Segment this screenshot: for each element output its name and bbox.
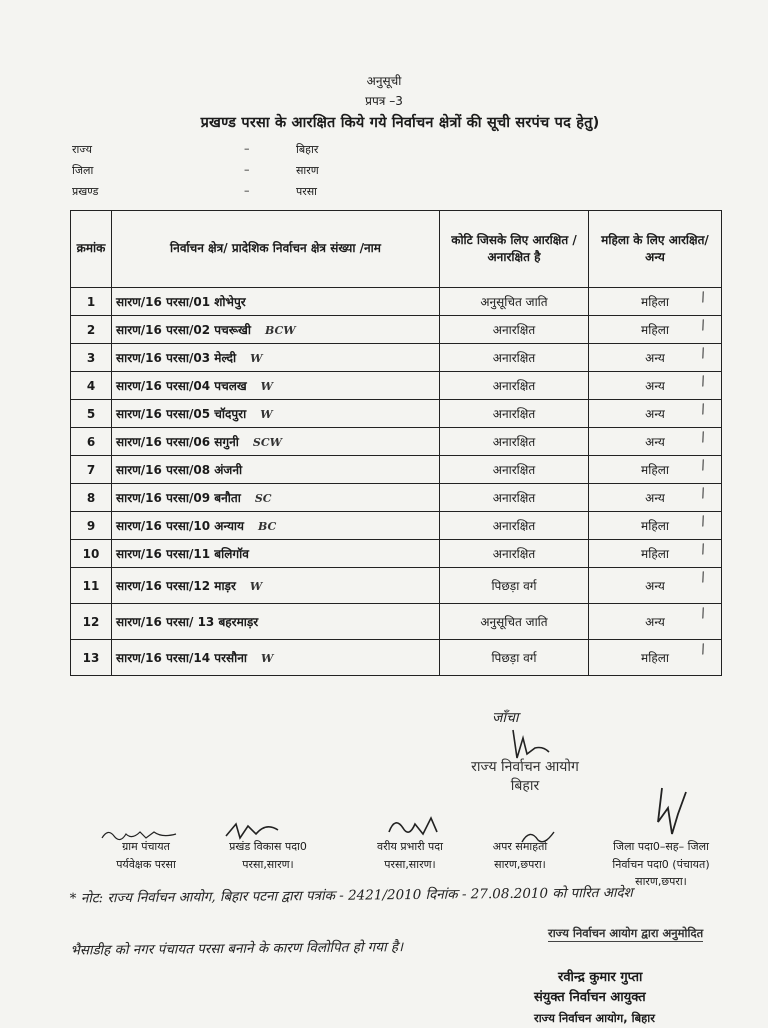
commission-line-2: बिहार bbox=[510, 777, 540, 794]
women-value: अन्य bbox=[645, 579, 665, 593]
handwritten-annotation: SC bbox=[254, 492, 272, 505]
signatory-line: पर्यवेक्षक परसा bbox=[116, 857, 176, 871]
cell-serial: 13 bbox=[71, 640, 112, 676]
women-value: महिला bbox=[641, 295, 669, 309]
cell-area bbox=[112, 400, 440, 428]
meta-dash: – bbox=[244, 142, 250, 155]
cell-women bbox=[589, 604, 722, 640]
cell-area bbox=[112, 372, 440, 400]
signature-block bbox=[534, 968, 754, 1028]
approval-stamp: राज्य निर्वाचन आयोग द्वारा अनुमोदित bbox=[548, 926, 704, 940]
check-mark-icon: ∕ bbox=[698, 317, 707, 334]
signatory-line: ग्राम पंचायत bbox=[122, 840, 170, 853]
meta-label: राज्य bbox=[72, 143, 93, 156]
area-name: सारण/16 परसा/04 पचलख bbox=[116, 379, 247, 393]
area-name: सारण/16 परसा/12 माड़र bbox=[116, 579, 236, 593]
signatory-line: सारण,छपरा। bbox=[494, 857, 546, 871]
check-mark-icon: ∕ bbox=[698, 641, 707, 658]
signature-dm bbox=[646, 784, 690, 840]
check-mark-icon: ∕ bbox=[698, 457, 707, 474]
table-row bbox=[71, 428, 722, 456]
cell-women bbox=[589, 428, 722, 456]
cell-women bbox=[589, 288, 722, 316]
signer-designation: संयुक्त निर्वाचन आयुक्त bbox=[534, 990, 646, 1005]
cell-women bbox=[589, 316, 722, 344]
cell-women bbox=[589, 400, 722, 428]
cell-serial: 5 bbox=[71, 400, 112, 428]
cell-category: अनारक्षित bbox=[440, 428, 589, 456]
women-value: अन्य bbox=[645, 435, 665, 449]
area-name: सारण/16 परसा/08 अंजनी bbox=[116, 463, 243, 477]
handwritten-annotation: W bbox=[250, 352, 263, 365]
signatory-panchayat bbox=[86, 838, 206, 873]
table-row bbox=[71, 604, 722, 640]
table-body bbox=[71, 288, 722, 676]
cell-women bbox=[589, 456, 722, 484]
signatory-line: वरीय प्रभारी पदा bbox=[377, 840, 443, 853]
cell-serial: 8 bbox=[71, 484, 112, 512]
cell-women bbox=[589, 512, 722, 540]
area-name: सारण/16 परसा/11 बलिगॉव bbox=[116, 547, 249, 561]
cell-women bbox=[589, 568, 722, 604]
cell-category: अनुसूचित जाति bbox=[440, 604, 589, 640]
check-mark-icon: ∕ bbox=[698, 373, 707, 390]
signatory-bdo bbox=[208, 838, 328, 873]
meta-row-state bbox=[72, 142, 372, 163]
women-value: महिला bbox=[641, 463, 669, 477]
cell-area bbox=[112, 540, 440, 568]
area-name: सारण/16 परसा/02 पचरूखी bbox=[116, 323, 251, 337]
signatory-line: प्रखंड विकास पदा0 bbox=[229, 840, 307, 853]
signatory-line: परसा,सारण। bbox=[242, 857, 294, 871]
handwritten-annotation: W bbox=[260, 408, 273, 421]
women-value: अन्य bbox=[645, 615, 665, 629]
cell-category: अनारक्षित bbox=[440, 372, 589, 400]
signatory-adm bbox=[470, 838, 570, 873]
area-name: सारण/16 परसा/ 13 बहरमाड़र bbox=[116, 615, 259, 629]
header-category: कोटि जिसके लिए आरक्षित /अनारक्षित है bbox=[440, 211, 589, 288]
cell-serial: 1 bbox=[71, 288, 112, 316]
women-value: अन्य bbox=[645, 491, 665, 505]
cell-area bbox=[112, 640, 440, 676]
cell-serial: 3 bbox=[71, 344, 112, 372]
meta-label: प्रखण्ड bbox=[72, 185, 99, 198]
meta-dash: – bbox=[244, 184, 250, 197]
check-mark-icon: ∕ bbox=[698, 401, 707, 418]
meta-value: परसा bbox=[296, 185, 318, 198]
cell-category: पिछड़ा वर्ग bbox=[440, 568, 589, 604]
cell-serial: 4 bbox=[71, 372, 112, 400]
cell-women bbox=[589, 344, 722, 372]
check-mark-icon: ∕ bbox=[698, 605, 707, 622]
check-mark-icon: ∕ bbox=[698, 345, 707, 362]
commission-line-1: राज्य निर्वाचन आयोग bbox=[471, 759, 579, 775]
handwritten-annotation: BC bbox=[258, 520, 277, 533]
cell-area bbox=[112, 428, 440, 456]
cell-category: अनारक्षित bbox=[440, 316, 589, 344]
check-mark-icon: ∕ bbox=[698, 485, 707, 502]
cell-area bbox=[112, 512, 440, 540]
meta-dash: – bbox=[244, 163, 250, 176]
area-name: सारण/16 परसा/05 चॉदपुरा bbox=[116, 407, 247, 421]
cell-serial: 11 bbox=[71, 568, 112, 604]
schedule-label: अनुसूची bbox=[366, 74, 402, 88]
area-name: सारण/16 परसा/06 सगुनी bbox=[116, 435, 239, 449]
cell-serial: 12 bbox=[71, 604, 112, 640]
signatory-line: अपर समाहर्ता bbox=[492, 840, 548, 853]
table-row bbox=[71, 288, 722, 316]
meta-row-district bbox=[72, 163, 372, 184]
women-value: महिला bbox=[641, 547, 669, 561]
table-row bbox=[71, 568, 722, 604]
table-header-row bbox=[71, 211, 722, 288]
cell-women bbox=[589, 540, 722, 568]
cell-women bbox=[589, 640, 722, 676]
cell-area bbox=[112, 568, 440, 604]
table-row bbox=[71, 484, 722, 512]
cell-category: अनारक्षित bbox=[440, 484, 589, 512]
signatory-line: निर्वाचन पदा0 (पंचायत) bbox=[612, 857, 710, 871]
signer-name: रवीन्द्र कुमार गुप्ता bbox=[558, 970, 643, 985]
cell-serial: 9 bbox=[71, 512, 112, 540]
women-value: अन्य bbox=[645, 351, 665, 365]
handwritten-annotation: W bbox=[260, 652, 274, 665]
handwritten-note bbox=[70, 878, 761, 963]
cell-area bbox=[112, 288, 440, 316]
signatory-line: परसा,सारण। bbox=[384, 857, 436, 871]
area-name: सारण/16 परसा/09 बनौता bbox=[116, 491, 241, 505]
meta-value: सारण bbox=[296, 164, 319, 177]
cell-category: अनारक्षित bbox=[440, 540, 589, 568]
signatory-line: जिला पदा0–सह– जिला bbox=[613, 840, 709, 853]
meta-label: जिला bbox=[72, 164, 94, 177]
women-value: अन्य bbox=[645, 407, 665, 421]
signer-office: राज्य निर्वाचन आयोग, बिहार bbox=[534, 1011, 655, 1025]
handwritten-annotation: W bbox=[249, 580, 263, 593]
header-serial: क्रमांक bbox=[71, 211, 112, 288]
reservation-table bbox=[70, 210, 722, 676]
checked-annotation: जॉंचा bbox=[492, 710, 519, 726]
meta-row-block bbox=[72, 184, 372, 205]
cell-serial: 2 bbox=[71, 316, 112, 344]
cell-area bbox=[112, 604, 440, 640]
header-area: निर्वाचन क्षेत्र/ प्रादेशिक निर्वाचन क्षेत्र संख्या /नाम bbox=[112, 211, 440, 288]
handwritten-annotation: BCW bbox=[264, 324, 296, 337]
meta-block bbox=[72, 142, 372, 205]
area-name: सारण/16 परसा/10 अन्याय bbox=[116, 519, 245, 533]
cell-category: अनुसूचित जाति bbox=[440, 288, 589, 316]
table-row bbox=[71, 400, 722, 428]
table-row bbox=[71, 640, 722, 676]
check-mark-icon: ∕ bbox=[698, 513, 707, 530]
signatory-senior-officer bbox=[350, 838, 470, 873]
cell-area bbox=[112, 344, 440, 372]
cell-category: अनारक्षित bbox=[440, 400, 589, 428]
table-row bbox=[71, 372, 722, 400]
cell-category: पिछड़ा वर्ग bbox=[440, 640, 589, 676]
note-line-2: भैसाडीह को नगर पंचायत परसा बनाने के कारण विलोपित हो गया है। bbox=[70, 939, 404, 959]
area-name: सारण/16 परसा/14 परसौना bbox=[116, 651, 247, 665]
table-row bbox=[71, 316, 722, 344]
cell-category: अनारक्षित bbox=[440, 512, 589, 540]
table-row bbox=[71, 456, 722, 484]
cell-serial: 7 bbox=[71, 456, 112, 484]
meta-value: बिहार bbox=[296, 143, 319, 156]
check-mark-icon: ∕ bbox=[698, 541, 707, 558]
table-row bbox=[71, 512, 722, 540]
women-value: अन्य bbox=[645, 379, 665, 393]
table-row bbox=[71, 344, 722, 372]
document-title: प्रखण्ड परसा के आरक्षित किये गये निर्वाचन क्षेत्रों की सूची सरपंच पद हेतु) bbox=[200, 115, 600, 131]
check-mark-icon: ∕ bbox=[698, 289, 707, 306]
cell-serial: 10 bbox=[71, 540, 112, 568]
women-value: महिला bbox=[641, 323, 669, 337]
handwritten-annotation: SCW bbox=[252, 436, 282, 449]
check-mark-icon: ∕ bbox=[698, 429, 707, 446]
area-name: सारण/16 परसा/03 मेल्दी bbox=[116, 351, 237, 365]
cell-category: अनारक्षित bbox=[440, 344, 589, 372]
note-line-1: * नोट: राज्य निर्वाचन आयोग, बिहार पटना द्वारा पत्रांक - 2421/2010 दिनांक - 27.08.2010 को पारित आदेश bbox=[69, 884, 633, 907]
cell-serial: 6 bbox=[71, 428, 112, 456]
table-row bbox=[71, 540, 722, 568]
cell-area bbox=[112, 456, 440, 484]
signatory-line: सारण,छपरा। bbox=[635, 875, 687, 889]
women-value: महिला bbox=[641, 651, 669, 665]
form-number: प्रपत्र –3 bbox=[365, 94, 403, 108]
check-mark-icon: ∕ bbox=[698, 569, 707, 586]
cell-category: अनारक्षित bbox=[440, 456, 589, 484]
commission-office bbox=[440, 758, 610, 796]
area-name: सारण/16 परसा/01 शोभेपुर bbox=[116, 295, 246, 309]
cell-women bbox=[589, 484, 722, 512]
header-women: महिला के लिए आरक्षित/ अन्य bbox=[589, 211, 722, 288]
handwritten-annotation: W bbox=[260, 380, 274, 393]
cell-women bbox=[589, 372, 722, 400]
women-value: महिला bbox=[641, 519, 669, 533]
cell-area bbox=[112, 316, 440, 344]
cell-area bbox=[112, 484, 440, 512]
